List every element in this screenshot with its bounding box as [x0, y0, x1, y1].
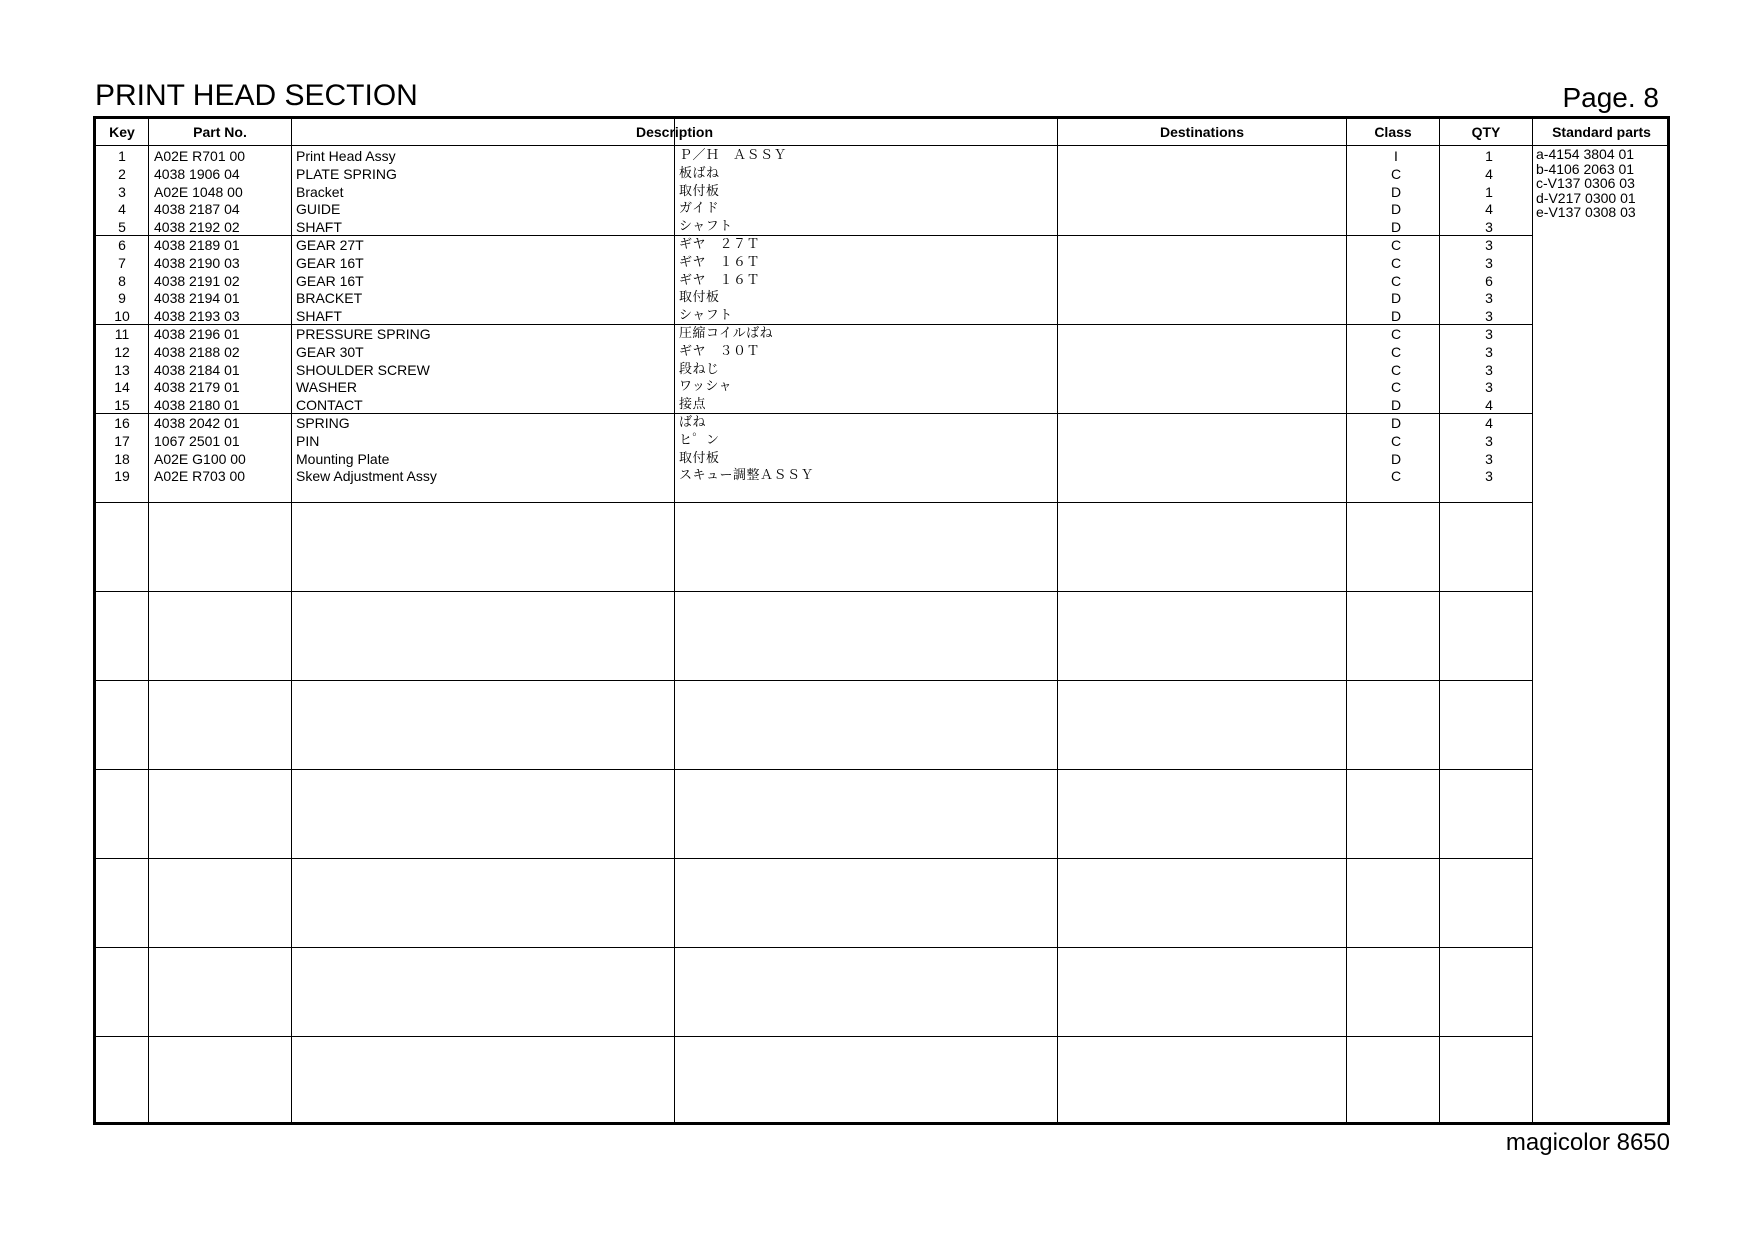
cell-qty: 4 — [1485, 201, 1493, 218]
standard-part: d-V217 0300 01 — [1536, 189, 1636, 206]
cell-key: 12 — [114, 343, 130, 360]
cell-part-no: 4038 2188 02 — [154, 343, 240, 360]
cell-description-jp: ギヤ １６Ｔ — [679, 254, 761, 270]
cell-description-en: PIN — [296, 432, 320, 449]
cell-key: 7 — [118, 254, 126, 271]
cell-class: C — [1390, 272, 1402, 289]
cell-key: 6 — [118, 237, 126, 253]
cell-part-no: 4038 2194 01 — [154, 290, 240, 307]
cell-qty: 4 — [1485, 397, 1493, 414]
table-row — [96, 325, 1531, 343]
cell-part-no: 4038 2189 01 — [154, 237, 240, 253]
cell-class: C — [1390, 254, 1402, 271]
cell-description-jp: 取付板 — [679, 450, 720, 466]
cell-description-en: GEAR 16T — [296, 272, 364, 289]
cell-class: C — [1390, 432, 1402, 449]
column-header-qty: QTY — [1471, 124, 1501, 140]
cell-part-no: 4038 2180 01 — [154, 397, 240, 414]
cell-key: 16 — [114, 415, 130, 431]
cell-description-jp: ヒ゜ン — [679, 432, 720, 448]
table-row — [96, 289, 1531, 307]
cell-part-no: 4038 2192 02 — [154, 219, 240, 236]
cell-description-jp: ばね — [679, 415, 707, 430]
cell-key: 17 — [114, 432, 130, 449]
table-row — [96, 361, 1531, 379]
cell-qty: 3 — [1485, 326, 1493, 342]
cell-part-no: 4038 2184 01 — [154, 361, 240, 378]
cell-qty: 4 — [1485, 165, 1493, 182]
cell-qty: 3 — [1485, 432, 1493, 449]
table-row — [96, 254, 1531, 272]
cell-key: 3 — [118, 183, 126, 200]
cell-class: C — [1390, 237, 1402, 253]
cell-description-jp: Ｐ／Ｈ ＡＳＳＹ — [679, 148, 788, 163]
cell-description-jp: 取付板 — [679, 290, 720, 306]
cell-class: D — [1390, 450, 1402, 467]
standard-part: c-V137 0306 03 — [1536, 175, 1635, 191]
page-number: Page. 8 — [1562, 82, 1659, 113]
table-row — [96, 147, 1531, 165]
column-header-class: Class — [1374, 124, 1412, 140]
cell-description-en: SHAFT — [296, 308, 342, 325]
table-row — [96, 307, 1531, 325]
table-row — [96, 165, 1531, 183]
cell-key: 18 — [114, 450, 130, 467]
cell-class: C — [1390, 361, 1402, 378]
cell-description-en: SHOULDER SCREW — [296, 361, 430, 378]
parts-table — [93, 116, 1670, 1125]
cell-description-jp: 板ばね — [679, 165, 720, 181]
cell-qty: 3 — [1485, 290, 1493, 307]
cell-part-no: 4038 2196 01 — [154, 326, 240, 342]
cell-key: 10 — [114, 308, 130, 325]
cell-qty: 1 — [1485, 183, 1493, 200]
cell-qty: 3 — [1485, 237, 1493, 253]
cell-description-en: PRESSURE SPRING — [296, 326, 431, 342]
cell-class: C — [1390, 165, 1402, 182]
cell-description-jp: ギヤ ２７Ｔ — [679, 237, 761, 252]
cell-key: 14 — [114, 379, 130, 396]
cell-key: 8 — [118, 272, 126, 289]
cell-class: D — [1390, 183, 1402, 200]
column-header-description: Description — [635, 124, 713, 140]
table-row — [96, 378, 1531, 396]
column-header-part-no: Part No. — [193, 124, 247, 140]
cell-description-en: Bracket — [296, 183, 344, 200]
cell-key: 13 — [114, 361, 130, 378]
cell-qty: 3 — [1485, 361, 1493, 378]
cell-description-en: SHAFT — [296, 219, 342, 236]
cell-key: 2 — [118, 165, 126, 182]
cell-qty: 3 — [1485, 219, 1493, 236]
table-row — [96, 396, 1531, 414]
cell-part-no: 4038 2042 01 — [154, 415, 240, 431]
cell-description-en: Skew Adjustment Assy — [296, 468, 437, 485]
cell-key: 4 — [118, 201, 126, 218]
cell-class: I — [1394, 148, 1398, 164]
cell-description-en: Mounting Plate — [296, 450, 390, 467]
cell-part-no: 4038 2191 02 — [154, 272, 240, 289]
cell-part-no: A02E G100 00 — [154, 450, 246, 467]
table-row — [96, 467, 1531, 485]
cell-class: C — [1390, 343, 1402, 360]
cell-description-jp: 圧縮コイルばね — [679, 326, 774, 341]
cell-class: D — [1390, 290, 1402, 307]
cell-class: D — [1390, 219, 1402, 236]
standard-parts-list — [1536, 147, 1636, 220]
cell-class: D — [1390, 415, 1402, 431]
cell-description-en: GUIDE — [296, 201, 341, 218]
cell-part-no: 4038 1906 04 — [154, 165, 240, 182]
column-header-key: Key — [109, 124, 135, 140]
cell-class: D — [1390, 397, 1402, 414]
cell-class: D — [1390, 308, 1402, 325]
cell-class: C — [1390, 326, 1402, 342]
cell-description-en: PLATE SPRING — [296, 165, 397, 182]
cell-qty: 3 — [1485, 254, 1493, 271]
cell-class: D — [1390, 201, 1402, 218]
column-header-standard-parts: Standard parts — [1552, 124, 1651, 140]
cell-part-no: 4038 2179 01 — [154, 379, 240, 396]
cell-description-jp: シャフト — [679, 219, 733, 235]
table-row — [96, 414, 1531, 432]
cell-qty: 6 — [1485, 272, 1493, 289]
cell-qty: 3 — [1485, 343, 1493, 360]
table-row — [96, 236, 1531, 254]
cell-description-jp: 段ねじ — [679, 361, 720, 377]
cell-qty: 3 — [1485, 450, 1493, 467]
cell-part-no: 4038 2187 04 — [154, 201, 240, 218]
cell-description-jp: 取付板 — [679, 183, 720, 199]
cell-part-no: 1067 2501 01 — [154, 432, 240, 449]
cell-description-en: SPRING — [296, 415, 350, 431]
cell-key: 9 — [118, 290, 126, 307]
cell-part-no: A02E 1048 00 — [154, 183, 243, 200]
cell-key: 11 — [114, 326, 130, 342]
cell-qty: 3 — [1485, 308, 1493, 325]
table-row — [96, 218, 1531, 236]
cell-part-no: 4038 2193 03 — [154, 308, 240, 325]
page-title: PRINT HEAD SECTION — [95, 79, 418, 112]
cell-description-en: CONTACT — [296, 397, 363, 414]
cell-description-en: BRACKET — [296, 290, 363, 307]
cell-part-no: 4038 2190 03 — [154, 254, 240, 271]
cell-description-en: GEAR 30T — [296, 343, 364, 360]
cell-description-en: WASHER — [296, 379, 357, 396]
cell-description-jp: スキュー調整ＡＳＳＹ — [679, 468, 815, 484]
cell-description-jp: ワッシャ — [679, 379, 733, 395]
table-row — [96, 183, 1531, 201]
cell-description-en: GEAR 27T — [296, 237, 364, 253]
column-header-destinations: Destinations — [1159, 124, 1244, 140]
model-name: magicolor 8650 — [1505, 1129, 1670, 1156]
cell-description-jp: ギヤ ３０Ｔ — [679, 343, 761, 359]
cell-description-en: GEAR 16T — [296, 254, 364, 271]
table-row — [96, 272, 1531, 290]
standard-part: e-V137 0308 03 — [1536, 204, 1636, 220]
table-row — [96, 450, 1531, 468]
standard-part: a-4154 3804 01 — [1536, 146, 1635, 162]
cell-key: 19 — [114, 468, 130, 485]
cell-part-no: A02E R703 00 — [154, 468, 246, 485]
cell-part-no: A02E R701 00 — [154, 148, 246, 164]
table-row — [96, 200, 1531, 218]
cell-description-jp: シャフト — [679, 308, 733, 324]
standard-part: b-4106 2063 01 — [1536, 160, 1635, 177]
cell-qty: 3 — [1485, 379, 1493, 396]
cell-description-jp: 接点 — [679, 397, 707, 413]
cell-qty: 1 — [1485, 148, 1493, 164]
table-row — [96, 343, 1531, 361]
cell-key: 5 — [118, 219, 126, 236]
cell-description-jp: ギヤ １６Ｔ — [679, 272, 761, 288]
cell-key: 1 — [118, 148, 126, 164]
cell-qty: 3 — [1485, 468, 1493, 485]
cell-description-en: Print Head Assy — [296, 148, 396, 164]
table-row — [96, 432, 1531, 450]
cell-class: C — [1390, 379, 1402, 396]
cell-qty: 4 — [1485, 415, 1493, 431]
cell-key: 15 — [114, 397, 130, 414]
cell-class: C — [1390, 468, 1402, 485]
cell-description-jp: ガイド — [679, 201, 720, 217]
